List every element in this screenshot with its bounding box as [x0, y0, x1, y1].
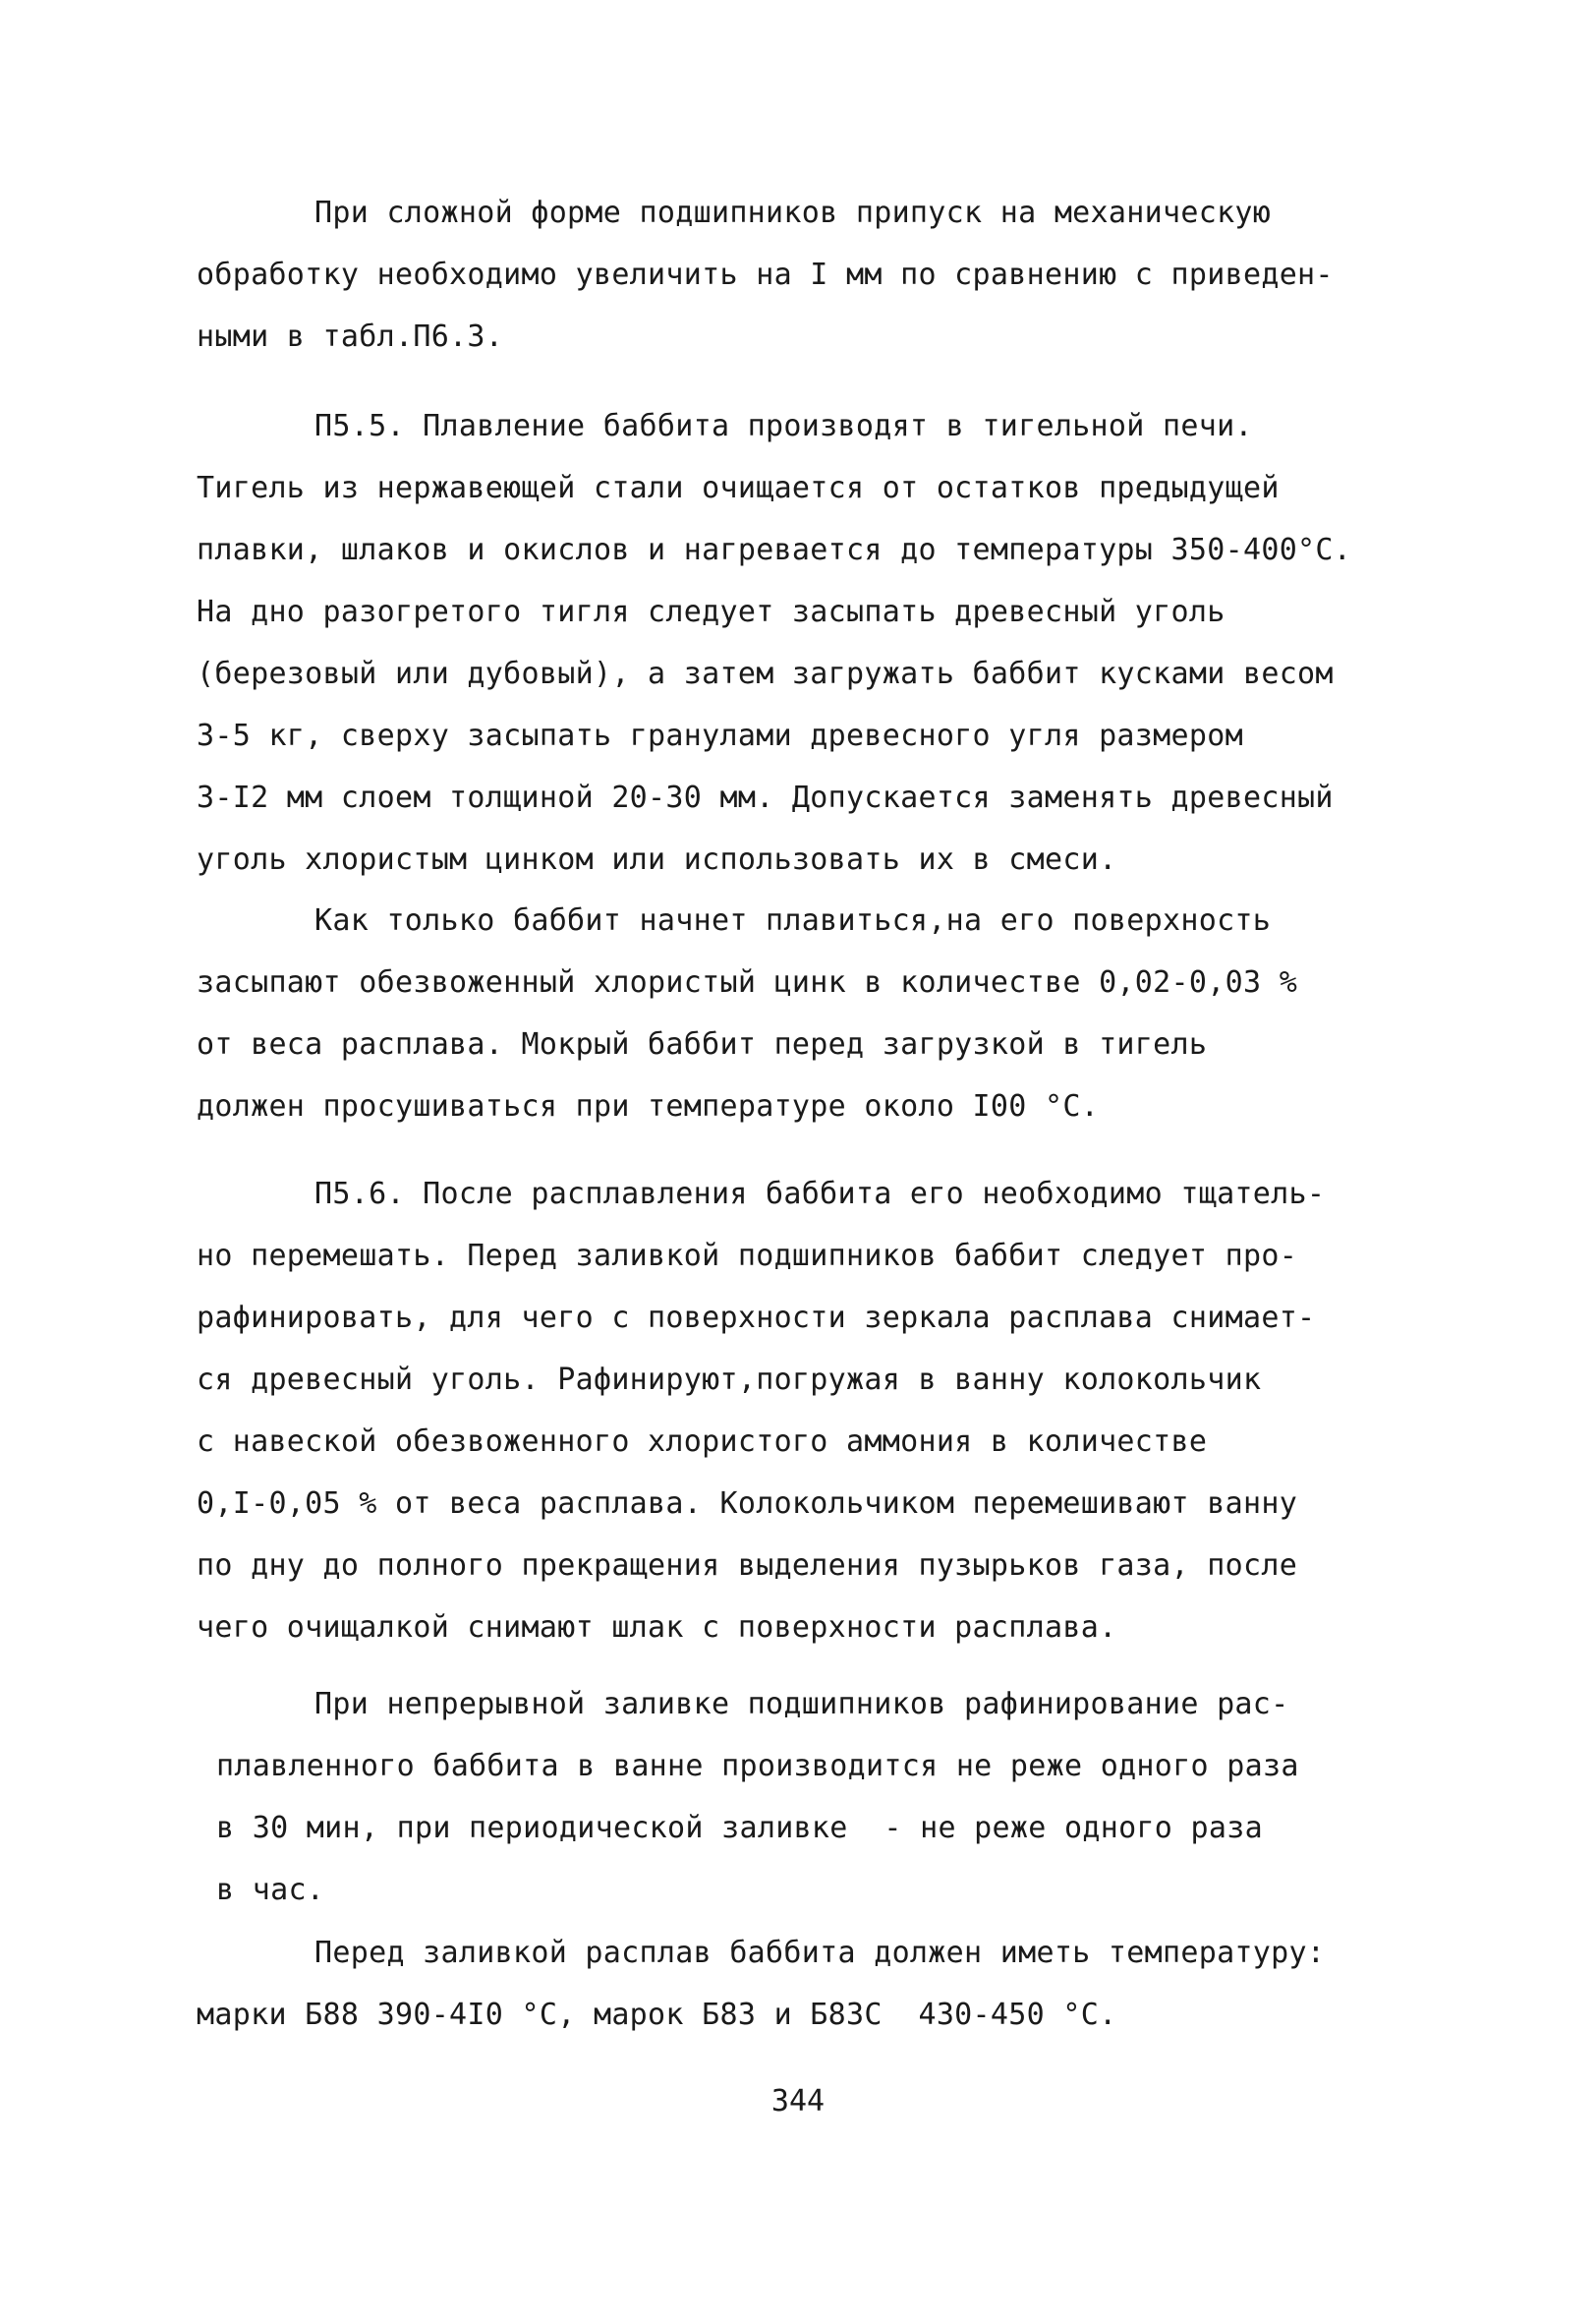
- text-line: в час.: [216, 1873, 325, 1907]
- text-line: Перед заливкой расплав баббита должен иметь температуру:: [314, 1936, 1326, 1970]
- paragraph-p5-5-babbitt-melting: [197, 395, 1435, 891]
- text-line: от веса расплава. Мокрый баббит перед загрузкой в тигель: [197, 1027, 1208, 1062]
- text-line: ся древесный уголь. Рафинируют,погружая в ванну колокольчик: [197, 1363, 1262, 1397]
- text-line: ными в табл.П6.3.: [197, 319, 504, 354]
- text-line: 3-5 кг, сверху засыпать гранулами древесного угля размером: [197, 719, 1243, 753]
- text-line: Тигель из нержавеющей стали очищается от остатков предыдущей: [197, 471, 1280, 505]
- paragraph-machining-allowance: [197, 182, 1435, 368]
- text-line: с навеской обезвоженного хлористого аммония в количестве: [197, 1424, 1208, 1459]
- text-line: чего очищалкой снимают шлак с поверхности расплава.: [197, 1610, 1117, 1645]
- text-line: На дно разогретого тигля следует засыпать древесный уголь: [197, 595, 1226, 629]
- text-line: плавки, шлаков и окислов и нагревается до температуры 350-400°С.: [197, 533, 1352, 567]
- text-line: П5.5. Плавление баббита производят в тигельной печи.: [314, 409, 1253, 443]
- text-line: должен просушиваться при температуре около I00 °С.: [197, 1089, 1100, 1124]
- text-line: по дну до полного прекращения выделения пузырьков газа, после: [197, 1548, 1298, 1583]
- text-line: 0,I-0,05 % от веса расплава. Колокольчиком перемешивают ванну: [197, 1486, 1298, 1521]
- text-line: Как только баббит начнет плавиться,на его поверхность: [314, 903, 1272, 938]
- text-line: При непрерывной заливке подшипников рафинирование рас-: [314, 1687, 1289, 1721]
- paragraph-zinc-chloride: [197, 890, 1435, 1137]
- text-line: П5.6. После расплавления баббита его необходимо тщатель-: [314, 1177, 1326, 1211]
- text-line: но перемешать. Перед заливкой подшипников баббит следует про-: [197, 1239, 1298, 1273]
- paragraph-pouring-temperature: [197, 1922, 1435, 2046]
- text-line: При сложной форме подшипников припуск на механическую: [314, 196, 1272, 230]
- paragraph-p5-6-refining: [197, 1163, 1435, 1658]
- text-line: в 30 мин, при периодической заливке - не реже одного раза: [216, 1811, 1263, 1845]
- text-line: марки Б88 390-4I0 °С, марок Б83 и Б83С 430-450 °С.: [197, 1998, 1117, 2032]
- text-line: засыпают обезвоженный хлористый цинк в количестве 0,02-0,03 %: [197, 965, 1298, 1000]
- page-number: 344: [770, 2084, 826, 2119]
- text-line: (березовый или дубовый), а затем загружать баббит кусками весом: [197, 657, 1334, 691]
- text-line: рафинировать, для чего с поверхности зеркала расплава снимает-: [197, 1301, 1316, 1335]
- text-line: 3-I2 мм слоем толщиной 20-30 мм. Допускается заменять древесный: [197, 781, 1334, 815]
- text-line: плавленного баббита в ванне производится не реже одного раза: [216, 1749, 1299, 1783]
- paragraph-continuous-pouring: [197, 1673, 1435, 1921]
- text-line: обработку необходимо увеличить на I мм по сравнению с приведен-: [197, 258, 1334, 292]
- text-line: уголь хлористым цинком или использовать их в смеси.: [197, 842, 1117, 877]
